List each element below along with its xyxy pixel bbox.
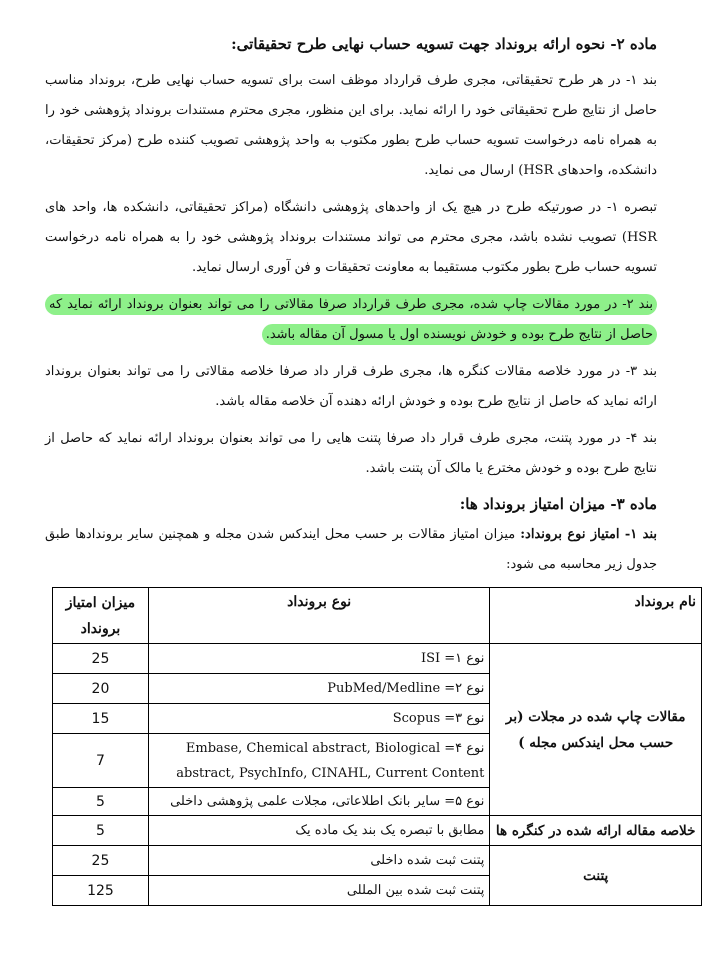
section3-title: ماده ۳- میزان امتیاز برونداد ها: [459, 495, 657, 513]
section2-band2 [45, 290, 657, 350]
row-type: مطابق با تبصره یک بند یک ماده یک [148, 816, 489, 846]
group-patent: پتنت [490, 846, 702, 906]
table-row [53, 816, 702, 846]
section2-band3: بند ۳- در مورد خلاصه مقالات کنگره ها، مجری طرف قرار داد صرفا خلاصه مقالاتی را می تواند بعنوان برونداد ارائه نماید که حاصل از نتایج طرح بوده و خودش ارائه دهنده آن خلاصه مقاله باشد. [45, 364, 657, 409]
row-score: 25 [53, 644, 149, 674]
row-type: نوع ۲= PubMed/Medline [148, 674, 489, 704]
row-type: نوع ۱= ISI [148, 644, 489, 674]
row-score: 7 [53, 734, 149, 788]
row-score: 15 [53, 704, 149, 734]
table-row [53, 846, 702, 876]
table-header-row [53, 588, 702, 644]
section3-band1 [45, 520, 657, 580]
row-type: نوع ۴= Embase, Chemical abstract, Biological abstract, PsychInfo, CINAHL, Current Content [148, 734, 489, 788]
section2-band4: بند ۴- در مورد پتنت، مجری طرف قرار داد صرفا پتنت هایی را می تواند بعنوان برونداد ارائه نماید که حاصل از نتایج طرح بوده و خودش مخترع یا مالک آن پتنت باشد. [45, 431, 657, 476]
highlighted-text: بند ۲- در مورد مقالات چاپ شده، مجری طرف قرارداد صرفا مقالاتی را می تواند بعنوان برونداد ارائه نماید که حاصل از نتایج طرح بوده و خودش نویسنده اول یا مسول آن مقاله باشد. [45, 294, 657, 345]
row-type: پتنت ثبت شده بین المللی [148, 876, 489, 906]
table-row [53, 644, 702, 674]
header-type: نوع برونداد [148, 588, 489, 644]
section2-band1: بند ۱- در هر طرح تحقیقاتی، مجری طرف قرارداد موظف است برای تسویه حساب نهایی طرح، برونداد مناسب حاصل از نتایج طرح تحقیقاتی خود را ارائه نماید. برای این منظور، مجری محترم مستندات برونداد پژوهشی خود را به همراه نامه درخواست تسویه حساب طرح بطور مکتوب به واحد پژوهشی تصویب کننده طرح (مرکز تحقیقات، دانشکده، واحدهای HSR) ارسال می نماید. [45, 73, 657, 178]
header-score: میزان امتیاز برونداد [53, 588, 149, 644]
row-type: پتنت ثبت شده داخلی [148, 846, 489, 876]
row-score: 5 [53, 816, 149, 846]
group-congress: خلاصه مقاله ارائه شده در کنگره ها [490, 816, 702, 846]
section3-band1-text: میزان امتیاز مقالات بر حسب محل ایندکس شدن مجله و همچنین سایر بروندادها طبق جدول زیر محاسبه می شود: [45, 527, 657, 572]
section2-note1: تبصره ۱- در صورتیکه طرح در هیچ یک از واحدهای پژوهشی دانشگاه (مراکز تحقیقاتی، دانشکده ها، واحد های HSR) تصویب نشده باشد، مجری محترم می تواند مستندات برونداد پژوهشی خود را به همراه نامه درخواست تسویه حساب طرح بطور مکتوب مستقیما به معاونت تحقیقات و فن آوری ارسال نماید. [45, 200, 657, 275]
header-name: نام برونداد [490, 588, 702, 644]
group-journal: مقالات چاپ شده در مجلات (بر حسب محل ایندکس مجله ) [490, 644, 702, 816]
section3-band1-label: بند ۱- امتیاز نوع برونداد: [520, 527, 658, 542]
row-type: نوع ۵= سایر بانک اطلاعاتی، مجلات علمی پژوهشی داخلی [148, 788, 489, 816]
score-table [52, 587, 702, 906]
row-score: 20 [53, 674, 149, 704]
row-type: نوع ۳= Scopus [148, 704, 489, 734]
document-body [45, 34, 657, 580]
row-score: 125 [53, 876, 149, 906]
row-score: 25 [53, 846, 149, 876]
section2-title: ماده ۲- نحوه ارائه برونداد جهت تسویه حساب نهایی طرح تحقیقاتی: [231, 35, 657, 53]
row-score: 5 [53, 788, 149, 816]
